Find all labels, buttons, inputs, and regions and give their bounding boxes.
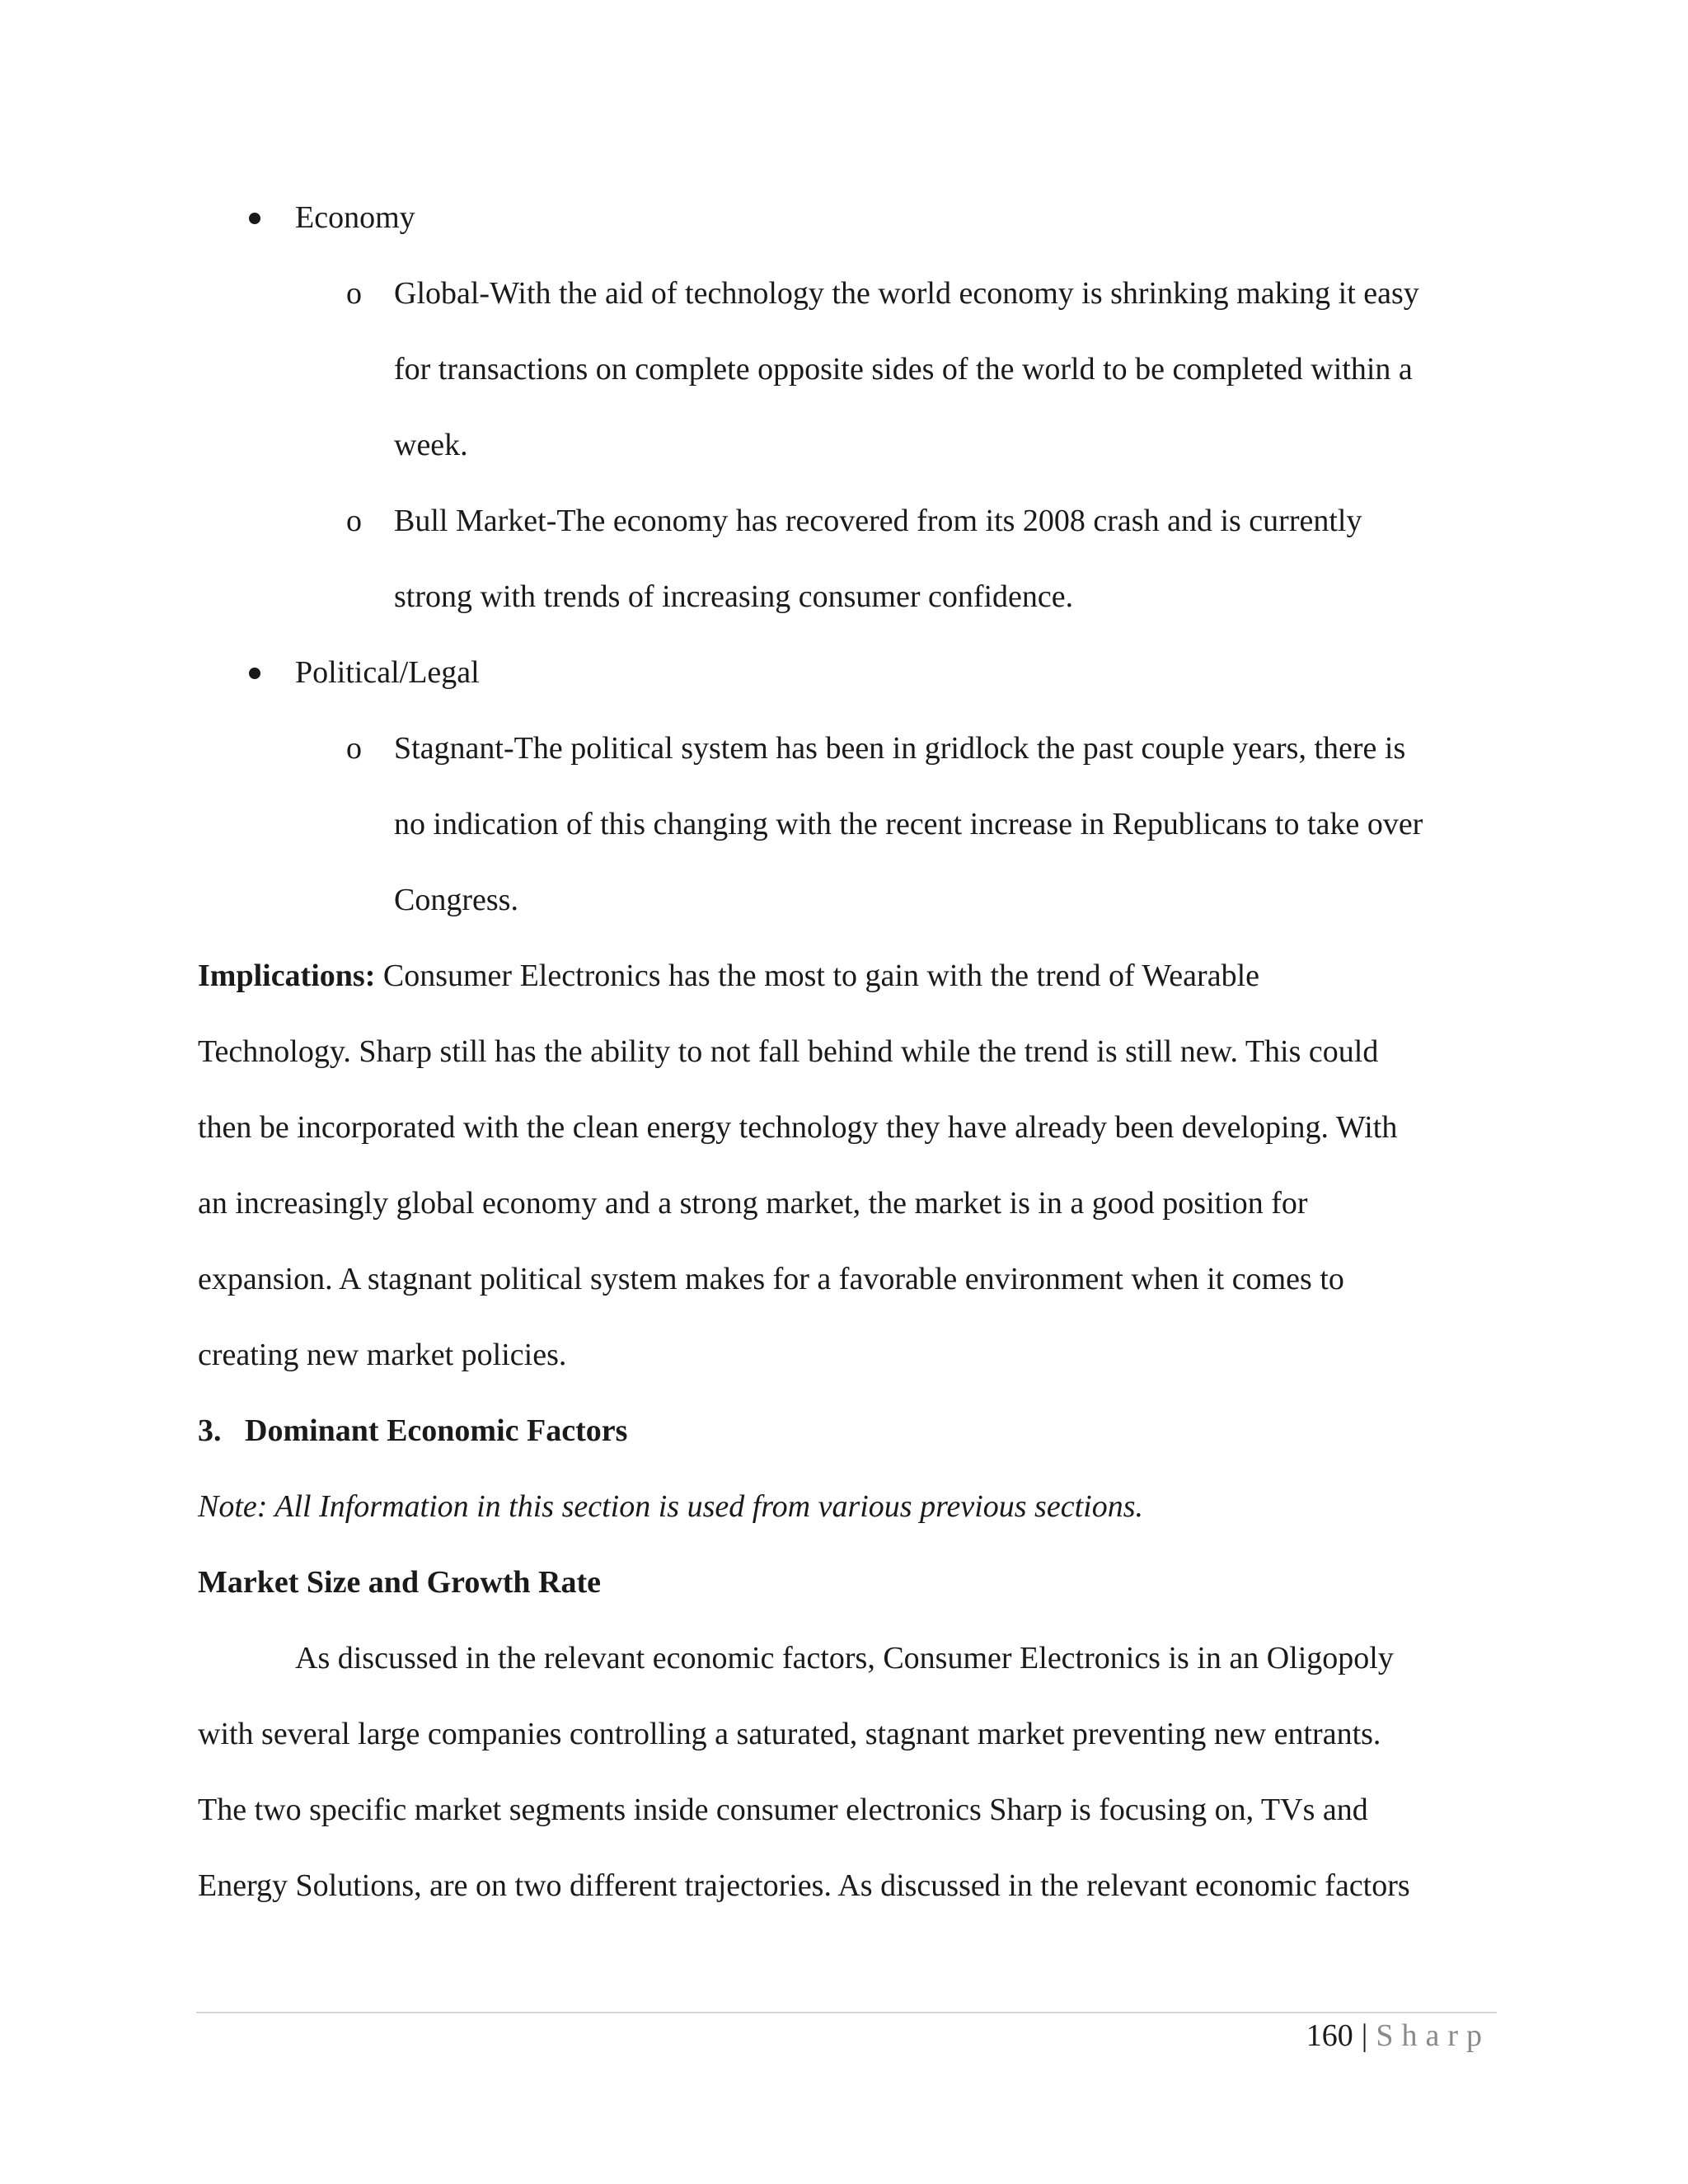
bullet-political-label: Political/Legal xyxy=(295,655,480,690)
footer-name: Sharp xyxy=(1376,2018,1490,2053)
section-heading: 3. Dominant Economic Factors xyxy=(198,1413,628,1448)
section-paragraph-line: with several large companies controlling a saturated, stagnant market preventing new entrants. xyxy=(198,1717,1381,1751)
implications-label: Implications: xyxy=(198,958,376,993)
economy-bull-line-2: strong with trends of increasing consumer confidence. xyxy=(394,579,1074,614)
economy-global-line-3: week. xyxy=(394,428,468,462)
implications-line: expansion. A stagnant political system makes for a favorable environment when it comes to xyxy=(198,1262,1344,1296)
sub-bullet-marker: o xyxy=(346,504,362,538)
footer-rule xyxy=(196,2012,1497,2013)
sub-bullet-marker: o xyxy=(346,276,362,311)
sub-bullet-marker: o xyxy=(346,731,362,766)
political-stagnant-line-2: no indication of this changing with the recent increase in Republicans to take over xyxy=(394,807,1423,841)
section-paragraph-line: Energy Solutions, are on two different trajectories. As discussed in the relevant economic factors xyxy=(198,1868,1410,1903)
political-stagnant-line-3: Congress. xyxy=(394,883,518,917)
implications-line: Technology. Sharp still has the ability to not fall behind while the trend is still new. This could xyxy=(198,1034,1379,1069)
page-number: 160 xyxy=(1306,2018,1353,2053)
implications-first-line xyxy=(198,958,1259,994)
economy-bull-line-1: Bull Market-The economy has recovered from its 2008 crash and is currently xyxy=(394,504,1362,538)
page-footer xyxy=(1306,2018,1490,2054)
political-stagnant-line-1: Stagnant-The political system has been in gridlock the past couple years, there is xyxy=(394,731,1406,766)
section-paragraph-line: As discussed in the relevant economic factors, Consumer Electronics is in an Oligopoly xyxy=(295,1641,1394,1675)
economy-global-line-1: Global-With the aid of technology the world economy is shrinking making it easy xyxy=(394,276,1419,311)
bullet-marker xyxy=(249,213,260,224)
bullet-economy-label: Economy xyxy=(295,200,415,235)
section-note: Note: All Information in this section is used from various previous sections. xyxy=(198,1489,1143,1524)
economy-global-line-2: for transactions on complete opposite sides of the world to be completed within a xyxy=(394,352,1413,387)
bullet-marker xyxy=(249,668,260,679)
section-paragraph-line: The two specific market segments inside consumer electronics Sharp is focusing on, TVs and xyxy=(198,1793,1368,1827)
footer-separator: | xyxy=(1361,2018,1368,2053)
implications-line: creating new market policies. xyxy=(198,1338,567,1372)
implications-line: then be incorporated with the clean energy technology they have already been developing. With xyxy=(198,1110,1398,1145)
implications-line: an increasingly global economy and a strong market, the market is in a good position for xyxy=(198,1186,1308,1221)
section-subheading: Market Size and Growth Rate xyxy=(198,1565,602,1600)
implications-text: Consumer Electronics has the most to gain with the trend of Wearable xyxy=(375,958,1259,993)
